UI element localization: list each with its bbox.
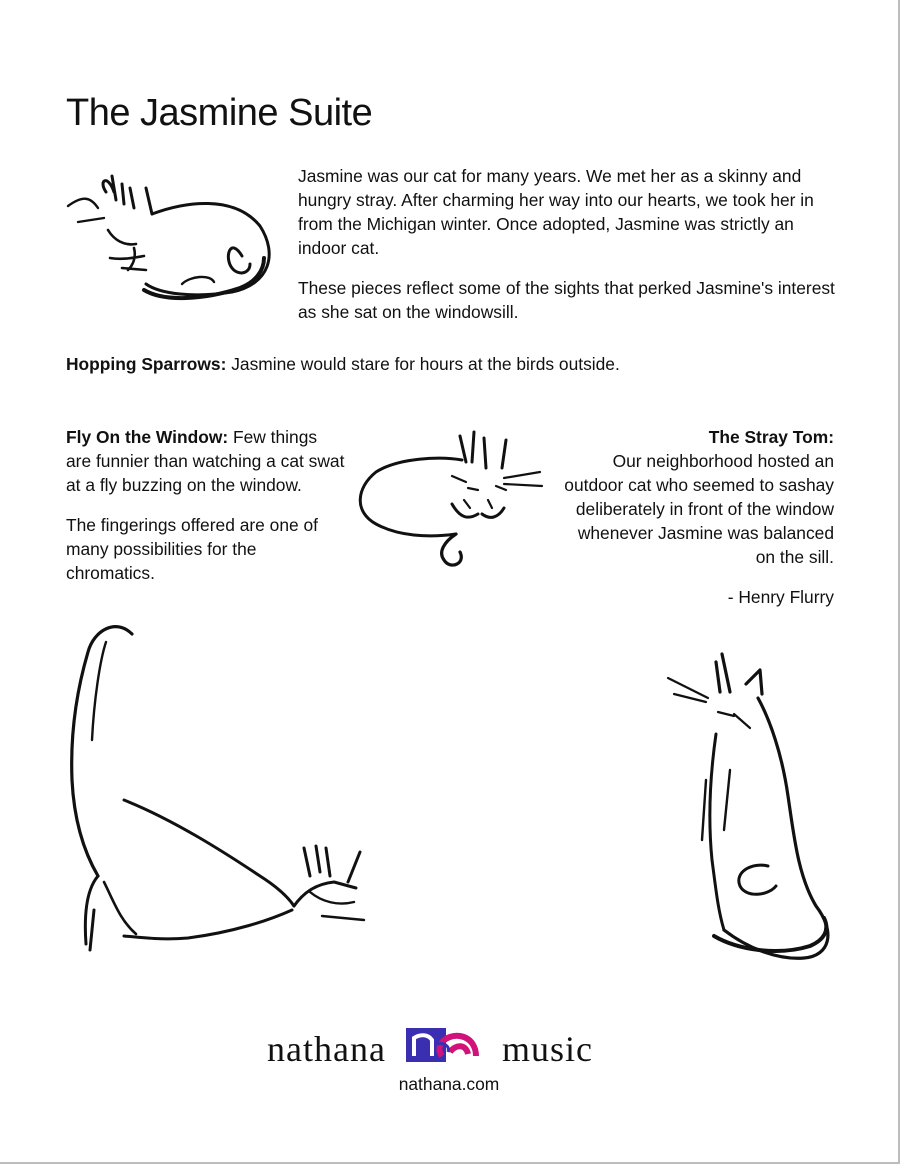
intro-paragraph: Jasmine was our cat for many years. We met her as a skinny and hungry stray. After charming her way into our hearts, we took her in from the Michigan winter. Once adopted, Jasmine was strictly an indoor cat. xyxy=(298,166,814,258)
intro-paragraph: These pieces reflect some of the sights that perked Jasmine's interest as she sat on the windowsill. xyxy=(298,278,835,322)
brand-mark-icon xyxy=(406,1026,482,1071)
fly-on-window-description xyxy=(66,425,346,601)
piece-text: Few things are funnier than watching a cat swat at a fly buzzing on the window. xyxy=(66,427,345,495)
piece-paragraph xyxy=(556,425,834,569)
publisher-logo xyxy=(0,1026,860,1071)
page-title: The Jasmine Suite xyxy=(66,92,373,134)
sleeping-cat-illustration xyxy=(64,166,280,310)
brand-word-right: music xyxy=(501,1028,593,1069)
signature: - Henry Flurry xyxy=(727,587,834,607)
piece-label: Fly On the Window: xyxy=(66,427,229,447)
piece-label: The Stray Tom: xyxy=(708,427,834,447)
stretching-cat-illustration xyxy=(64,620,384,960)
crouching-cat-illustration xyxy=(356,428,552,574)
stray-tom-description xyxy=(556,425,834,625)
sitting-cat-illustration xyxy=(664,650,840,966)
piece-label: Hopping Sparrows: xyxy=(66,354,227,374)
intro-text xyxy=(298,164,838,340)
website-link[interactable]: nathana.com xyxy=(398,1074,500,1094)
piece-text: Our neighborhood hosted an outdoor cat who seemed to sashay deliberately in front of the window whenever Jasmine was balanced on the sill. xyxy=(564,451,834,567)
piece-text: Jasmine would stare for hours at the birds outside. xyxy=(226,354,620,374)
piece-paragraph xyxy=(66,425,346,497)
hopping-sparrows-description xyxy=(66,352,846,376)
brand-word-left: nathana xyxy=(267,1028,386,1069)
piece-note: The fingerings offered are one of many possibilities for the chromatics. xyxy=(66,515,319,583)
